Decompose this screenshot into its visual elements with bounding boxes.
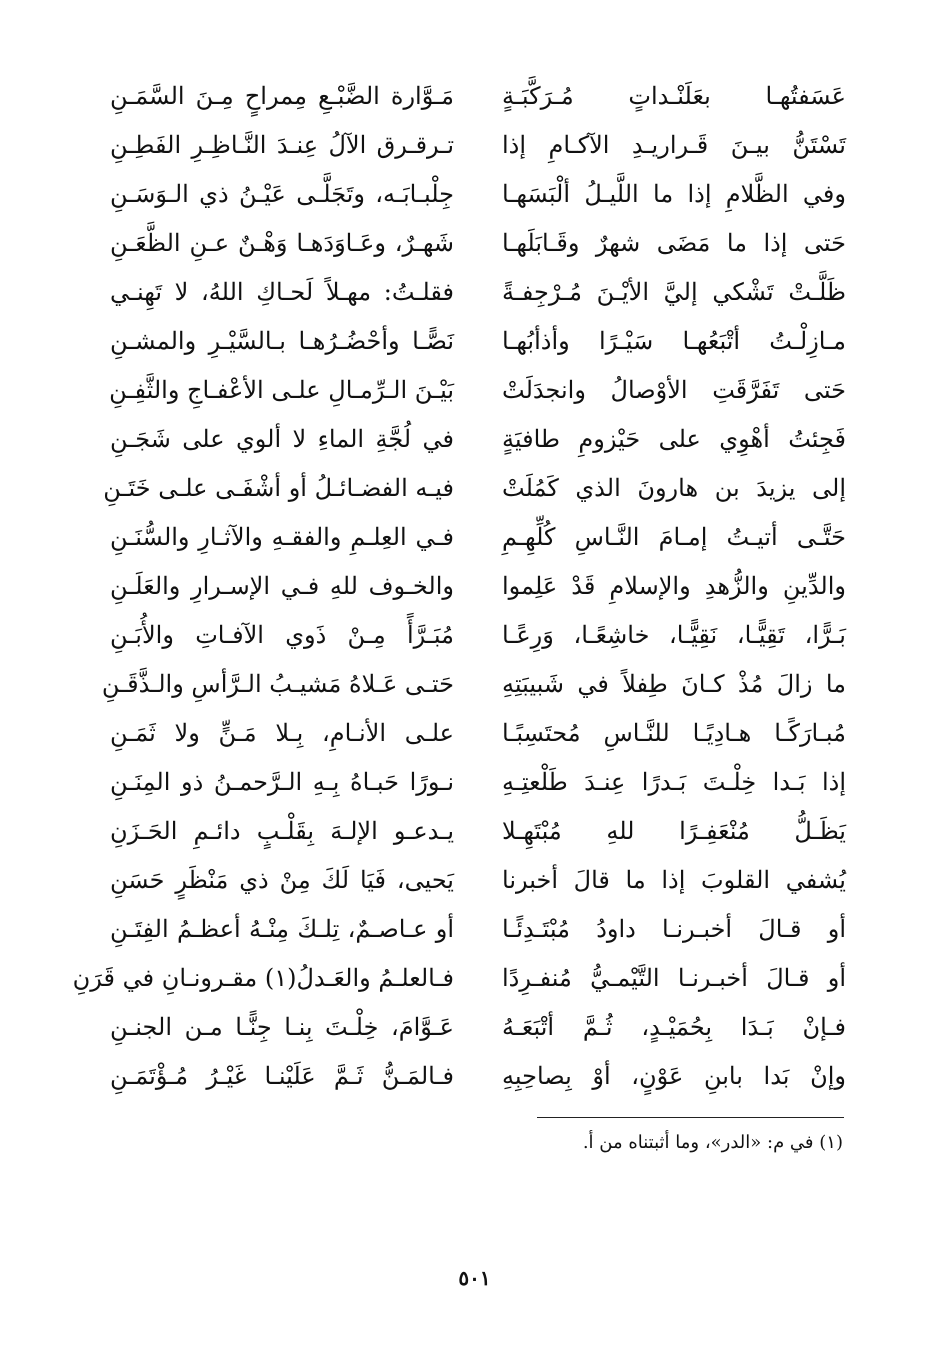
first-hemistich: مـازِلْـتُ أتْبَعُهـا سَيْـرًا وأذأبُهـا [502, 327, 846, 355]
second-hemistich: أو عـاصـمٌ، تِلـكَ مِنْـهُ أعظـمُ الفِتَـنِ [110, 915, 454, 943]
first-hemistich: مُبـارَكًـا هـادِيًـا للنَّـاسِ مُحتَسِبًـا [502, 719, 846, 747]
verse [110, 170, 846, 219]
second-hemistich: في لُجَّةِ الماءِ لا ألوي على شَجَـنِ [110, 425, 454, 453]
verse [110, 1003, 846, 1052]
first-hemistich: فـإنْ بَـدَا بِحُمَيْـدٍ، ثُـمَّ أتْبَعَـهُ [502, 1013, 846, 1041]
verse [110, 709, 846, 758]
verse [110, 72, 846, 121]
verse [110, 856, 846, 905]
verse [110, 562, 846, 611]
first-hemistich: حَتى إذا ما مَضَى شهرٌ وقَـابَلَهـا [502, 229, 846, 257]
verse [110, 366, 846, 415]
second-hemistich: علـى الأنـامِ، بِـلا مَـنٍّ ولا ثَمَـنِ [110, 719, 454, 747]
verse [103, 464, 846, 513]
poem [72, 72, 846, 1101]
verse [110, 268, 846, 317]
footnote: (١) في م: «الدر»، وما أثبتناه من أ. [582, 1132, 843, 1153]
second-hemistich: شَهـرٌ، وعَـاوَدَهـا وَهْـنٌ عـنِ الظَّعَـنِ [110, 229, 454, 257]
first-hemistich: حَتَّـى أتيـتُ إمـامَ النَّـاسِ كُلِّهِـمِ [502, 523, 846, 551]
first-hemistich: إذا بَـدا خِلْـتَ بَـدرًا عِنـدَ طَلْعتِـهِ [502, 768, 846, 796]
first-hemistich: عَسَفتُهـا بعَلَنْـداتٍ مُـرَكَّبَـةٍ [502, 82, 846, 110]
second-hemistich: والخـوف للهِ فـي الإسـرارِ والعَلَـنِ [110, 572, 454, 600]
verse [110, 807, 846, 856]
verse [110, 758, 846, 807]
second-hemistich: فـالعلـمُ والعَـدلُ(١) مقـرونـانِ في قَرَنِ [72, 964, 454, 992]
verse [110, 219, 846, 268]
verse [110, 611, 846, 660]
verse [110, 513, 846, 562]
second-hemistich: نَصًّـا وأحْضُـرُهـا بـالسَّيْـرِ والمشـنِ [110, 327, 454, 355]
first-hemistich: وفي الظَّلامِ إذا ما اللَّيـلُ ألْبَسَهـا [502, 180, 846, 208]
first-hemistich: يَظَـلُّ مُنْعَفِـرًا للهِ مُبْتَهِـلا [502, 817, 846, 845]
second-hemistich: فـالمَـنُّ ثَـمَّ عَلَيْنـا غَيْـرُ مُـؤْتَمَـنِ [110, 1062, 454, 1090]
second-hemistich: جِلْبـابَـه، وتَجَلَّـى عَيْـنُ ذي الـوَسَـنِ [110, 180, 454, 208]
first-hemistich: يُشفي القلوبَ إذا ما قالَ أخبرنا [502, 866, 846, 894]
first-hemistich: ما زالَ مُذْ كـانَ طِفلاً في شَبيبَتِهِ [502, 670, 846, 698]
first-hemistich: والدِّينِ والزُّهدِ والإسلامِ قَدْ عَلِموا [502, 572, 846, 600]
first-hemistich: حَتى تَفَرَّقَتِ الأوْصالُ وانجدَلَتْ [502, 376, 846, 404]
verse [110, 415, 846, 464]
second-hemistich: نـورًا حَبـاهُ بِـهِ الـرَّحمـنُ ذو المِنَـنِ [110, 768, 454, 796]
second-hemistich: مُبَـرَّأً مِـنْ ذَوي الآفـاتِ والأُبَـنِ [110, 621, 454, 649]
first-hemistich: أو قـالَ أخبـرنـا داودُ مُبْتَـدِئًـا [502, 915, 846, 943]
second-hemistich: مَـوَّارة الضَّبْـعِ مِمراحٍ مِـنَ السَّمَـنِ [110, 82, 454, 110]
second-hemistich: فيـه الفضـائـلُ أو أشْفَـى علـى خَتَـنِ [103, 474, 454, 502]
verse [110, 905, 846, 954]
first-hemistich: تَسْتَنُّ بيـنَ قَـراريـدِ الآكـامِ إذا [502, 131, 846, 159]
first-hemistich: بَـرًّا، تَقِيًّـا، نَقِيًّـا، خاشِعًـا، وَرِعًـا [502, 621, 846, 649]
verse [110, 317, 846, 366]
second-hemistich: عَـوَّامَ، خِلْـتَ بِنـا جِنًّـا مـن الجنـنِ [110, 1013, 454, 1041]
second-hemistich: فـي العِلـمِ والفقـهِ والآثـارِ والسُّنَـنِ [110, 523, 454, 551]
first-hemistich: إلى يزيدَ بن هارونَ الذي كَمُلَتْ [502, 474, 846, 502]
first-hemistich: ظَلَّـتْ تَشْكي إليَّ الأيْـنَ مُـرْجِفـةً [502, 278, 846, 306]
first-hemistich: أو قـالَ أخبـرنـا التَّيْمـيُّ مُنفـرِدًا [502, 964, 846, 992]
second-hemistich: تـرقـرق الآلُ عِنـدَ النَّـاظِـرِ الفَطِـنِ [110, 131, 454, 159]
verse [101, 660, 846, 709]
verse [72, 954, 846, 1003]
second-hemistich: حَتـى عَـلاهُ مَشيـبُ الـرَّأسِ والـذَّقَـنِ [101, 670, 454, 698]
verse [110, 1052, 846, 1101]
second-hemistich: فقلـتُ: مهـلاً لَحـاكِ اللهُ، لا تَهِنـي [110, 278, 454, 306]
verse [110, 121, 846, 170]
page-number: ٥٠١ [458, 1266, 491, 1290]
first-hemistich: وإنْ بَدا بابنِ عَوْنٍ، أوْ بِصاحِبِهِ [502, 1062, 846, 1090]
second-hemistich: يَحيى، فَيَا لَكَ مِنْ ذي مَنْظَرٍ حَسَنِ [110, 866, 454, 894]
first-hemistich: فَجِئتُ أهْوِي على حَيْزومِ طافيَةٍ [502, 425, 846, 453]
second-hemistich: يـدعـو الإلـهَ بِقَلْـبٍ دائـمِ الحَـزَنِ [110, 817, 454, 845]
second-hemistich: بَيْـنَ الـرِّمـالِ علـى الأعْفـاجِ والثَّفِـنِ [109, 376, 454, 404]
footnote-divider [537, 1117, 844, 1118]
